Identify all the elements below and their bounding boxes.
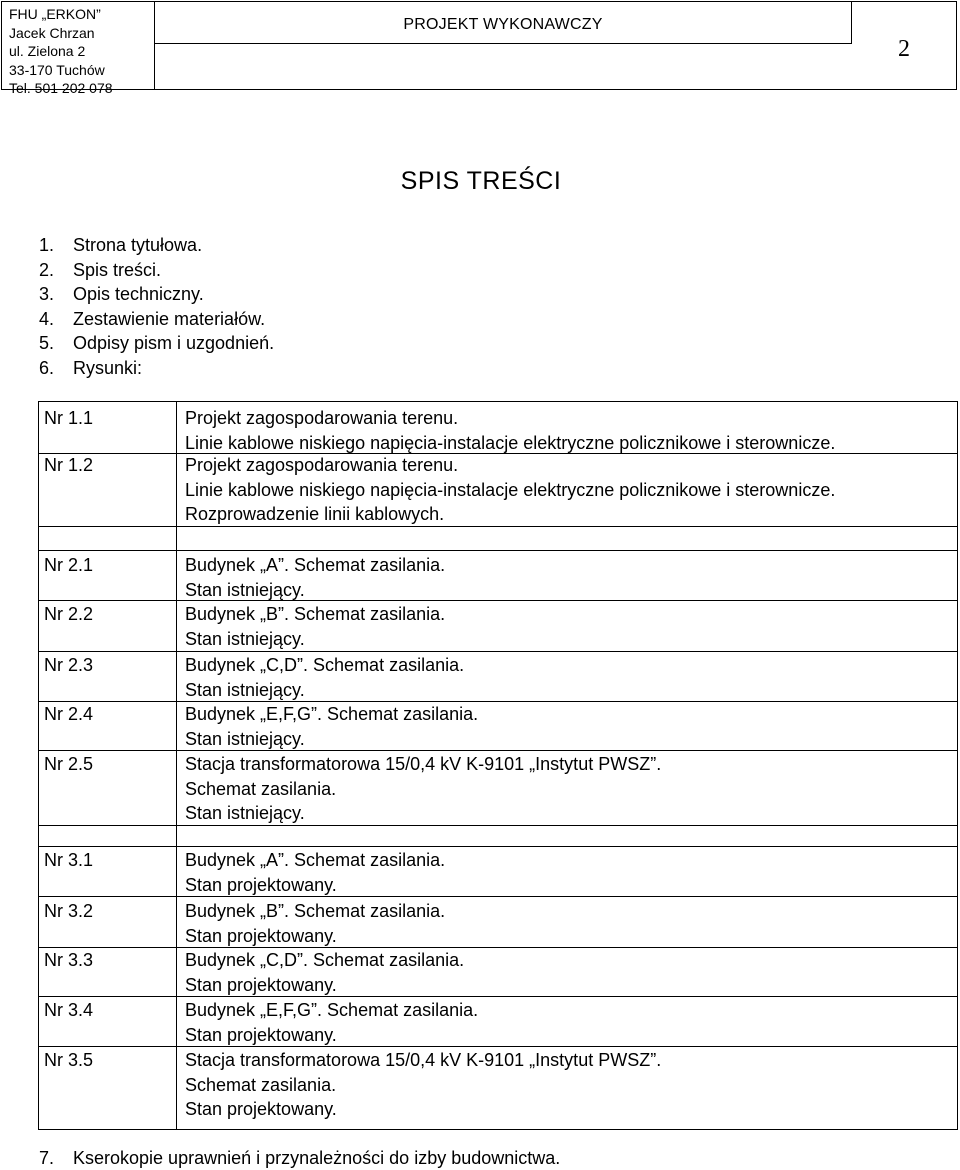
drawing-number: Nr 3.5 — [44, 1050, 94, 1070]
drawing-line: Budynek „B”. Schemat zasilania. — [185, 604, 446, 624]
drawing-line: Stacja transformatorowa 15/0,4 kV K-9101 „Instytut PWSZ”. — [185, 1050, 662, 1070]
drawing-description — [185, 602, 445, 651]
drawing-number: Nr 2.5 — [44, 754, 94, 774]
drawing-description — [185, 1048, 661, 1122]
table-of-contents — [39, 233, 274, 381]
toc-item — [39, 258, 274, 283]
drawing-line: Budynek „C,D”. Schemat zasilania. — [185, 655, 465, 675]
toc-item-number: 6. — [39, 357, 55, 378]
drawing-line: Stan projektowany. — [185, 1099, 337, 1120]
drawing-line: Stan projektowany. — [185, 1024, 337, 1045]
drawing-number: Nr 1.2 — [44, 455, 94, 475]
page-number: 2 — [898, 36, 910, 62]
drawing-description — [185, 653, 464, 702]
company-phone: Tel. 501 202 078 — [9, 80, 113, 96]
row-divider — [39, 550, 957, 551]
row-divider — [39, 947, 957, 948]
row-divider — [39, 896, 957, 897]
drawing-number: Nr 3.4 — [44, 1000, 94, 1020]
page-title — [0, 167, 960, 196]
toc-item-number: 5. — [39, 333, 55, 354]
drawing-line: Stan istniejący. — [185, 679, 305, 700]
toc-item — [39, 1146, 560, 1170]
toc-item-label: Kserokopie uprawnień i przynależności do izby budownictwa. — [73, 1148, 561, 1168]
drawing-line: Stan istniejący. — [185, 803, 305, 824]
drawing-line: Budynek „E,F,G”. Schemat zasilania. — [185, 1000, 479, 1020]
row-divider — [39, 750, 957, 751]
row-divider — [39, 526, 957, 527]
drawing-line: Schemat zasilania. — [185, 1074, 337, 1095]
company-name: FHU „ERKON” — [9, 6, 101, 22]
toc-item-label: Odpisy pism i uzgodnień. — [73, 333, 275, 354]
drawing-description — [185, 899, 445, 948]
drawing-description — [185, 948, 464, 997]
row-divider — [39, 651, 957, 652]
column-divider — [176, 402, 177, 1129]
toc-item — [39, 282, 274, 307]
row-divider — [39, 996, 957, 997]
drawing-description — [185, 553, 445, 602]
drawing-number: Nr 3.3 — [44, 950, 94, 970]
drawing-number: Nr 3.1 — [44, 850, 94, 870]
toc-item-number: 4. — [39, 308, 55, 329]
drawing-number: Nr 2.2 — [44, 604, 94, 624]
toc-item-number: 2. — [39, 259, 55, 280]
toc-item — [39, 307, 274, 332]
drawing-description — [185, 702, 478, 751]
row-divider — [39, 1046, 957, 1047]
company-owner: Jacek Chrzan — [9, 24, 95, 41]
drawing-line: Budynek „A”. Schemat zasilania. — [185, 555, 446, 575]
drawing-line: Stan projektowany. — [185, 874, 337, 895]
toc-item-number: 3. — [39, 284, 55, 305]
drawing-number: Nr 1.1 — [44, 408, 94, 428]
row-divider — [39, 846, 957, 847]
drawing-description — [185, 848, 445, 897]
drawing-line: Projekt zagospodarowania terenu. — [185, 455, 459, 475]
page-title-text: SPIS TREŚCI — [400, 167, 562, 195]
toc-item-label: Rysunki: — [73, 357, 143, 378]
company-info — [2, 2, 155, 96]
toc-item — [39, 233, 274, 258]
drawing-description — [185, 406, 835, 455]
header-table — [1, 1, 957, 96]
toc-item-label: Spis treści. — [73, 259, 162, 280]
toc-item — [39, 356, 274, 381]
company-city: 33-170 Tuchów — [9, 61, 105, 78]
drawing-line: Budynek „C,D”. Schemat zasilania. — [185, 950, 465, 970]
toc-item-label: Zestawienie materiałów. — [73, 308, 266, 329]
row-divider — [39, 825, 957, 826]
drawing-number: Nr 2.4 — [44, 704, 94, 724]
company-street: ul. Zielona 2 — [9, 43, 86, 59]
row-divider — [39, 600, 957, 601]
drawing-line: Schemat zasilania. — [185, 778, 337, 799]
drawing-line: Budynek „E,F,G”. Schemat zasilania. — [185, 704, 479, 724]
drawing-number: Nr 2.3 — [44, 655, 94, 675]
drawing-line: Stacja transformatorowa 15/0,4 kV K-9101 „Instytut PWSZ”. — [185, 754, 662, 774]
toc-item-label: Opis techniczny. — [73, 284, 204, 305]
drawing-line: Projekt zagospodarowania terenu. — [185, 408, 459, 428]
drawings-table — [38, 401, 958, 1130]
toc-item-number: 1. — [39, 235, 55, 255]
drawing-line: Rozprowadzenie linii kablowych. — [185, 504, 445, 525]
drawing-number: Nr 3.2 — [44, 901, 94, 921]
row-divider — [39, 701, 957, 702]
drawing-description — [185, 752, 661, 826]
drawing-line: Budynek „A”. Schemat zasilania. — [185, 850, 446, 870]
toc-item-label: Strona tytułowa. — [73, 235, 203, 255]
drawing-description — [185, 998, 478, 1047]
drawing-number: Nr 2.1 — [44, 555, 94, 575]
drawing-line: Budynek „B”. Schemat zasilania. — [185, 901, 446, 921]
drawing-line: Linie kablowe niskiego napięcia-instalacje elektryczne policznikowe i sterownicze. — [185, 479, 836, 500]
toc-item-number: 7. — [39, 1148, 55, 1168]
drawing-line: Linie kablowe niskiego napięcia-instalacje elektryczne policznikowe i sterownicze. — [185, 432, 836, 453]
drawing-description — [185, 453, 835, 527]
project-type: PROJEKT WYKONAWCZY — [155, 2, 852, 44]
toc-item — [39, 331, 274, 356]
drawing-line: Stan istniejący. — [185, 728, 305, 749]
drawing-line: Stan istniejący. — [185, 579, 305, 600]
drawing-line: Stan istniejący. — [185, 628, 305, 649]
drawing-line: Stan projektowany. — [185, 925, 337, 946]
drawing-line: Stan projektowany. — [185, 974, 337, 995]
